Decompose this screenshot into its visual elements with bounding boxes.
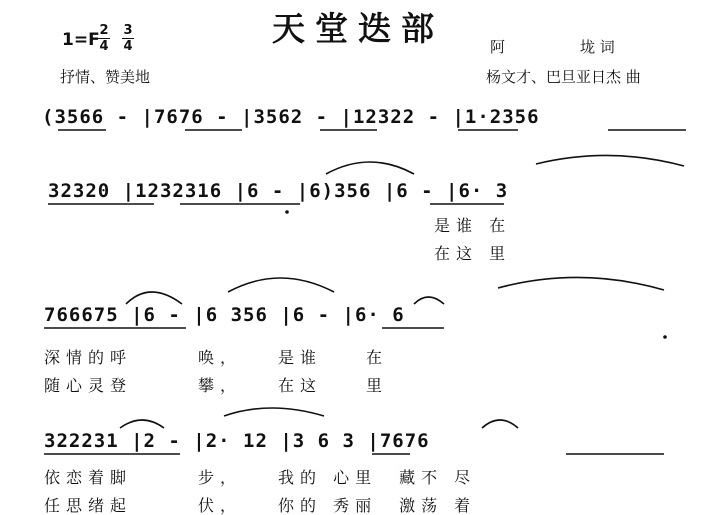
lyric-line-2a: 是谁 在 [434, 216, 512, 235]
lyric-line-3a: 深情的呼 唤， 是谁 在 [44, 348, 389, 367]
time-signature-top: 2 [99, 23, 109, 38]
octave-dots [285, 210, 667, 339]
slur-marks [120, 155, 684, 428]
lyric-line-3b: 随心灵登 攀， 在这 里 [44, 376, 389, 395]
time-signature-bottom: 4 [123, 39, 133, 54]
notation-line-2: 32320 |1232316 |6 - |6)356 |6 - |6· 3 [48, 180, 509, 202]
slur-mark [536, 155, 684, 166]
slur-mark [414, 297, 444, 304]
lyric-line-4b: 任思绪起 伏， 你的 秀丽 激荡 着 [44, 496, 477, 515]
composer-credit: 杨文才、巴旦亚日杰 曲 [486, 68, 641, 86]
song-title: 天堂迭部 [272, 9, 444, 48]
lyric-line-2b: 在这 里 [434, 244, 512, 263]
slur-mark [498, 277, 664, 290]
key-signature: 1=F [62, 30, 100, 50]
expression-marking: 抒情、赞美地 [60, 68, 151, 86]
slur-mark [482, 420, 518, 428]
slur-mark [120, 420, 164, 428]
lyricist-credit: 阿 垅 词 [490, 38, 615, 56]
time-signature-bottom: 4 [99, 39, 109, 54]
beam-underlines [44, 130, 686, 454]
slur-mark [228, 278, 334, 292]
slur-mark [326, 162, 414, 174]
time-signature-top: 3 [123, 23, 133, 38]
lyric-line-4a: 依恋着脚 步， 我的 心里 藏不 尽 [44, 468, 477, 487]
notation-line-1: (3566 - |7676 - |3562 - |12322 - |1·2356 [42, 106, 540, 128]
notation-line-3: 766675 |6 - |6 356 |6 - |6· 6 [44, 304, 405, 326]
slur-mark [224, 408, 324, 416]
slur-mark [126, 292, 182, 304]
notation-line-4: 322231 |2 - |2· 12 |3 6 3 |7676 [44, 430, 430, 452]
